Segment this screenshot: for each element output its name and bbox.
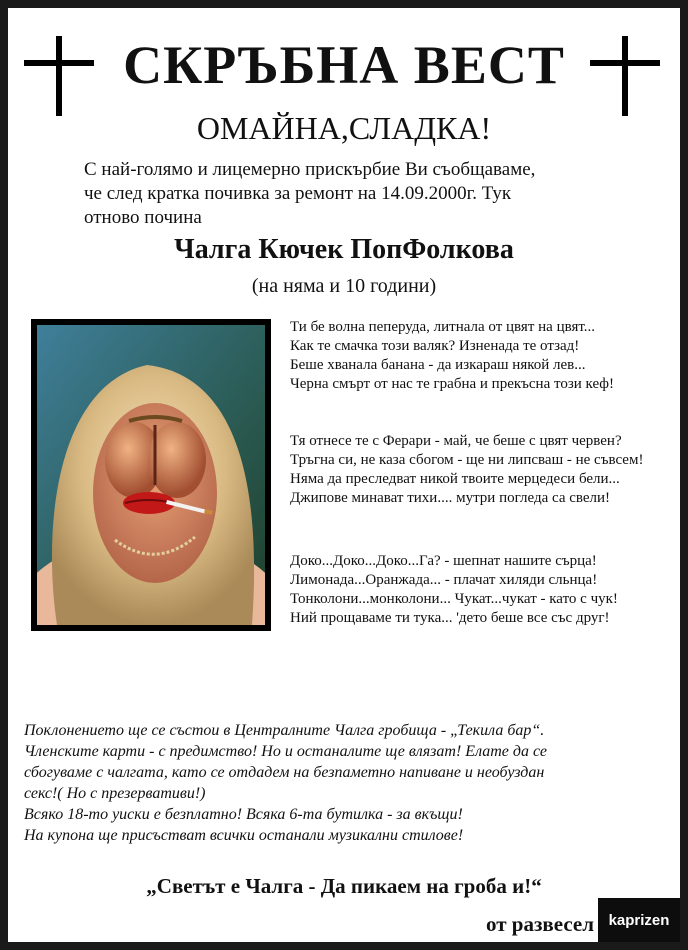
poem-line: Ти бе волна пеперуда, литнала от цвят на цвят...	[290, 319, 596, 335]
ceremony-details	[24, 720, 684, 846]
deceased-age: (на няма и 10 години)	[251, 275, 437, 297]
watermark-logo: kaprizen	[598, 898, 680, 942]
poem-stanza	[290, 552, 688, 628]
details-line: Всяко 18-то уиски е безплатно! Всяка 6-та бутилка - за вкъщи!	[24, 806, 463, 823]
poem-line: Тръгна си, не каза сбогом - ще ни липсваш - не съвсем!	[290, 452, 644, 468]
motto: „Светът е Чалга - Да пикаем на гроба и!“	[146, 874, 542, 898]
details-line: сбогуваме с чалгата, като се отдадем на безпаметно напиване и необуздан	[24, 764, 545, 781]
deceased-name: Чалга Кючек ПопФолкова	[174, 234, 514, 265]
details-line: На купона ще присъстват всички останали музикални стилове!	[24, 827, 464, 844]
poem-line: Тя отнесе те с Ферари - май, че беше с цвят червен?	[290, 433, 622, 449]
details-line: Поклонението ще се състои в Централните Чалга гробища - „Текила бар“.	[24, 722, 545, 739]
poem-line: Доко...Доко...Доко...Га? - шепнат нашите сърца!	[290, 553, 597, 569]
page-title: СКРЪБНА ВЕСТ	[123, 35, 565, 95]
poem-stanza	[290, 318, 688, 394]
poem-line: Беше хванала банана - да изкараш някой лев...	[290, 357, 586, 373]
signature: от развесел	[486, 912, 595, 936]
portrait-photo	[37, 325, 265, 625]
poem-line: Няма да преследват никой твоите мерцедеси бели...	[290, 471, 620, 487]
poem-line: Ний прощаваме ти тука... 'дето беше все със друг!	[290, 610, 610, 626]
poem-line: Тонколони...монколони... Чукат...чукат - като с чук!	[290, 591, 618, 607]
poem-stanza	[290, 432, 688, 508]
intro-line: С най-голямо и лицемерно прискърбие Ви съобщаваме,	[84, 159, 536, 180]
portrait-photo-frame	[31, 319, 271, 631]
poem-line: Лимонада...Оранжада... - плачат хиляди сльнца!	[290, 572, 598, 588]
intro-paragraph	[84, 158, 644, 230]
details-line: секс!( Но с презервативи!)	[24, 785, 206, 802]
poem-line: Джипове минават тихи.... мутри погледа са свели!	[290, 490, 611, 506]
intro-line: отново почина	[84, 207, 202, 228]
poem-line: Как те смачка този валяк? Изненада те отзад!	[290, 338, 580, 354]
page-subtitle: ОМАЙНА,СЛАДКА!	[196, 110, 492, 146]
intro-line: че след кратка почивка за ремонт на 14.09.2000г. Тук	[84, 183, 512, 204]
poem-line: Черна смърт от нас те грабна и прекъсна този кеф!	[290, 376, 615, 392]
details-line: Членските карти - с предимство! Но и останалите ще влязат! Елате да се	[24, 743, 547, 760]
